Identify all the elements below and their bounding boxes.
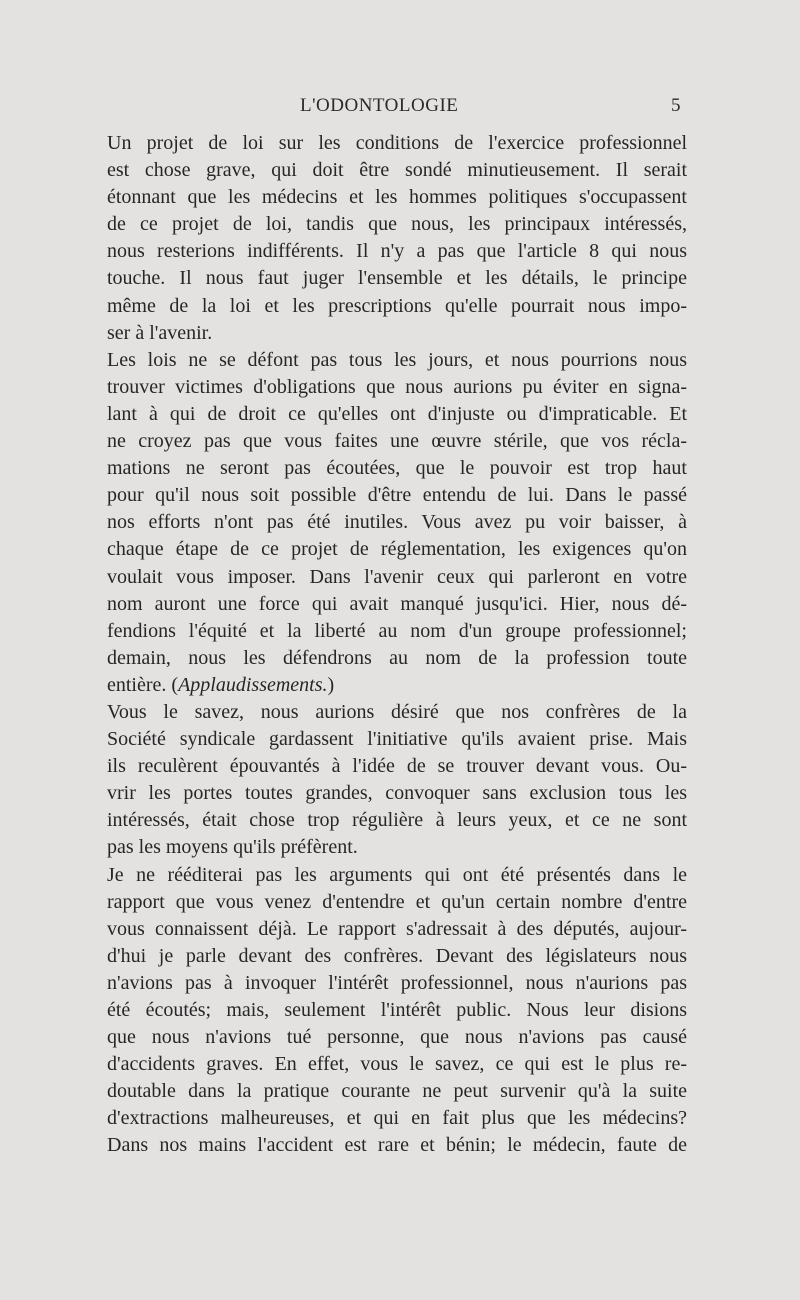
text-line: Un projet de loi sur les conditions de l'exercice professionnel [107,132,687,154]
text-line: que nous n'avions tué personne, que nous n'avions pas causé [107,1026,687,1049]
text-line: n'avions pas à invoquer l'intérêt professionnel, nous n'aurions pas [107,971,687,994]
paragraph-3 [107,699,687,862]
text-line: Dans nos mains l'accident est rare et bénin; le médecin, faute de [107,1134,687,1157]
text-fragment: ) [327,673,335,696]
text-line: nous resterions indifférents. Il n'y a pas que l'article 8 qui nous [107,240,687,263]
text-line: ne croyez pas que vous faites une œuvre stérile, que vos récla- [107,430,687,453]
body-text [107,130,687,1160]
text-line: vous connaissent déjà. Le rapport s'adressait à des députés, aujour- [107,917,687,940]
text-line: ser à l'avenir. [107,321,213,344]
text-line: rapport que vous venez d'entendre et qu'un certain nombre d'entre [107,890,687,913]
text-line: Les lois ne se défont pas tous les jours, et nous pourrions nous [107,348,687,371]
text-line: vrir les portes toutes grandes, convoquer sans exclusion tous les [107,782,687,805]
page-number: 5 [671,95,681,116]
text-line: d'hui je parle devant des confrères. Devant des législateurs nous [107,944,687,967]
text-line: Je ne rééditerai pas les arguments qui ont été présentés dans le [107,863,687,886]
paragraph-2 [107,347,687,699]
text-line: nos efforts n'ont pas été inutiles. Vous avez pu voir baisser, à [107,511,687,534]
text-line: fendions l'équité et la liberté au nom d'un groupe professionnel; [107,619,687,642]
text-line: même de la loi et les prescriptions qu'elle pourrait nous impo- [107,294,687,317]
text-line: demain, nous les défendrons au nom de la profession toute [107,646,687,669]
text-line: ils reculèrent épouvantés à l'idée de se trouver devant vous. Ou- [107,755,687,778]
text-line: Société syndicale gardassent l'initiative qu'ils avaient prise. Mais [107,728,687,751]
paragraph-4 [107,862,687,1160]
text-line: d'accidents graves. En effet, vous le savez, ce qui est le plus re- [107,1053,687,1076]
text-line: pas les moyens qu'ils préfèrent. [107,836,358,859]
text-line: trouver victimes d'obligations que nous aurions pu éviter en signa- [107,375,687,398]
paragraph-1 [107,130,687,347]
text-line: nom auront une force qui avait manqué jusqu'ici. Hier, nous dé- [107,592,687,615]
text-line [107,672,687,699]
text-line: touche. Il nous faut juger l'ensemble et les détails, le principe [107,267,687,290]
text-line: été écoutés; mais, seulement l'intérêt public. Nous leur disions [107,999,687,1021]
text-line: intéressés, était chose trop régulière à leurs yeux, et ce ne sont [107,809,687,832]
text-line: chaque étape de ce projet de réglementation, les exigences qu'on [107,538,687,561]
text-line: étonnant que les médecins et les hommes politiques s'occupassent [107,186,687,209]
text-line: doutable dans la pratique courante ne peut survenir qu'à la suite [107,1080,687,1103]
applause-note: Applaudissements. [178,673,328,696]
text-line: pour qu'il nous soit possible d'être entendu de lui. Dans le passé [107,484,687,507]
running-title: L'ODONTOLOGIE [300,95,459,116]
text-fragment: entière. ( [107,673,179,696]
running-head [0,95,800,119]
text-line: de ce projet de loi, tandis que nous, les principaux intéressés, [107,213,687,236]
text-line: voulait vous imposer. Dans l'avenir ceux qui parleront en votre [107,565,687,588]
text-line: mations ne seront pas écoutées, que le pouvoir est trop haut [107,457,687,480]
text-line: d'extractions malheureuses, et qui en fait plus que les médecins? [107,1107,687,1130]
text-line: est chose grave, qui doit être sondé minutieusement. Il serait [107,159,687,182]
text-line: Vous le savez, nous aurions désiré que nos confrères de la [107,700,687,723]
text-line: lant à qui de droit ce qu'elles ont d'injuste ou d'impraticable. Et [107,402,687,425]
